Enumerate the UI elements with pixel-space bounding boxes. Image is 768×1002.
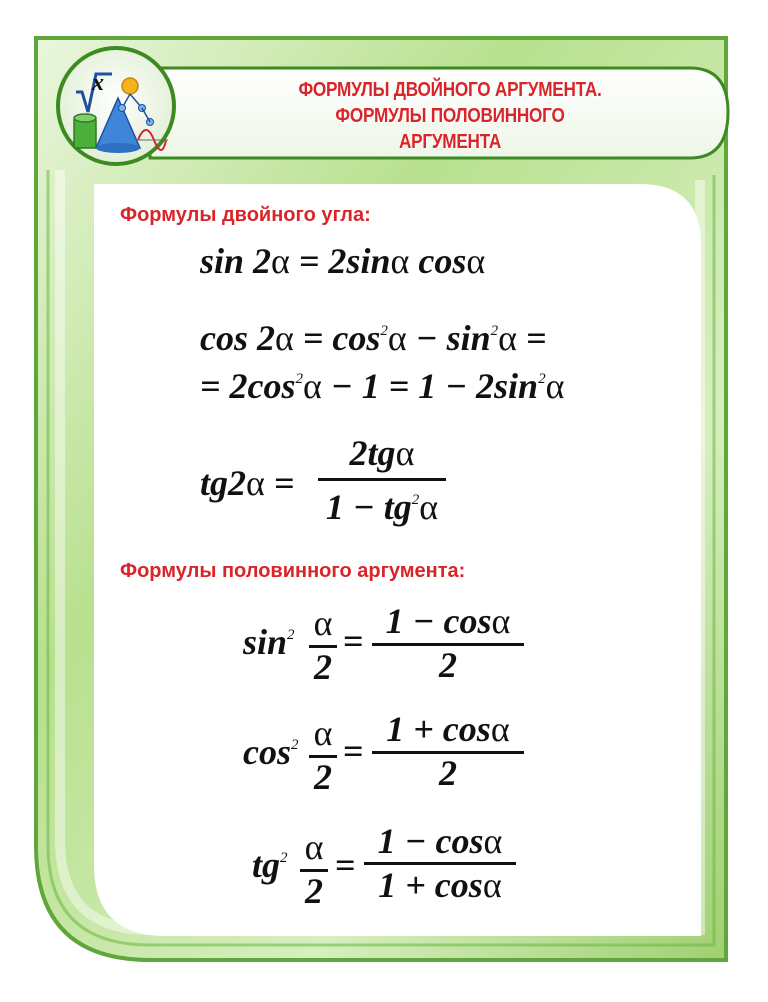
formula-sin-half-eq: = <box>342 621 364 661</box>
formula-cos-half-alpha: α <box>313 713 333 753</box>
formula-tg-double-num: 2tgα <box>349 433 415 473</box>
formula-sin-half-alpha: α <box>313 603 333 643</box>
formula-tg-half-eq: = <box>334 845 356 885</box>
formula-tg-double-lhs: tg2α = <box>200 463 295 503</box>
formula-sin-half-num: 1 − cosα <box>385 601 511 641</box>
formula-tg-double-bar <box>318 478 446 481</box>
formula-tg-half-alpha: α <box>304 827 324 867</box>
header-title-line-2: ФОРМУЛЫ ПОЛОВИННОГО <box>335 105 565 127</box>
formula-cos-half-num: 1 + cosα <box>386 709 510 749</box>
formula-tg-half-two: 2 <box>305 871 323 911</box>
formula-sin-half-two: 2 <box>314 647 332 687</box>
formula-sin-half-fn: $\sin^2$ <box>243 622 295 662</box>
formula-cos-double-line2: = $2\cos^2\alpha - 1 = 1 - 2\sin^2\alpha$ <box>200 366 565 406</box>
formula-tg-double-den: $1 - tg^2\alpha$ <box>325 487 439 527</box>
half-angle-heading: Формулы половинного аргумента: <box>120 560 466 582</box>
formula-cos-double-line1: $\cos 2\alpha = \cos^2\alpha - \sin^2\alpha$ = <box>200 318 547 358</box>
formula-cos-half-eq: = <box>342 731 364 771</box>
header-title-line-3: АРГУМЕНТА <box>398 131 502 153</box>
formula-sin-half-den: 2 <box>439 645 457 685</box>
formula-cos-half-den: 2 <box>439 753 457 793</box>
double-angle-heading: Формулы двойного угла: <box>120 204 371 226</box>
formula-tg-half-num: 1 − cosα <box>377 821 503 861</box>
formula-sin-double: sin 2α = 2sinα cosα <box>200 241 486 281</box>
header-title-line-1: ФОРМУЛЫ ДВОЙНОГО АРГУМЕНТА. <box>298 79 602 101</box>
formula-tg-half-den: 1 + cosα <box>378 865 502 905</box>
formula-cos-half-two: 2 <box>314 757 332 797</box>
formula-tg-half-fn: $tg^2$ <box>252 845 288 885</box>
logo-x-text: x <box>92 70 104 96</box>
formula-cos-half-fn: $\cos^2$ <box>243 732 299 772</box>
